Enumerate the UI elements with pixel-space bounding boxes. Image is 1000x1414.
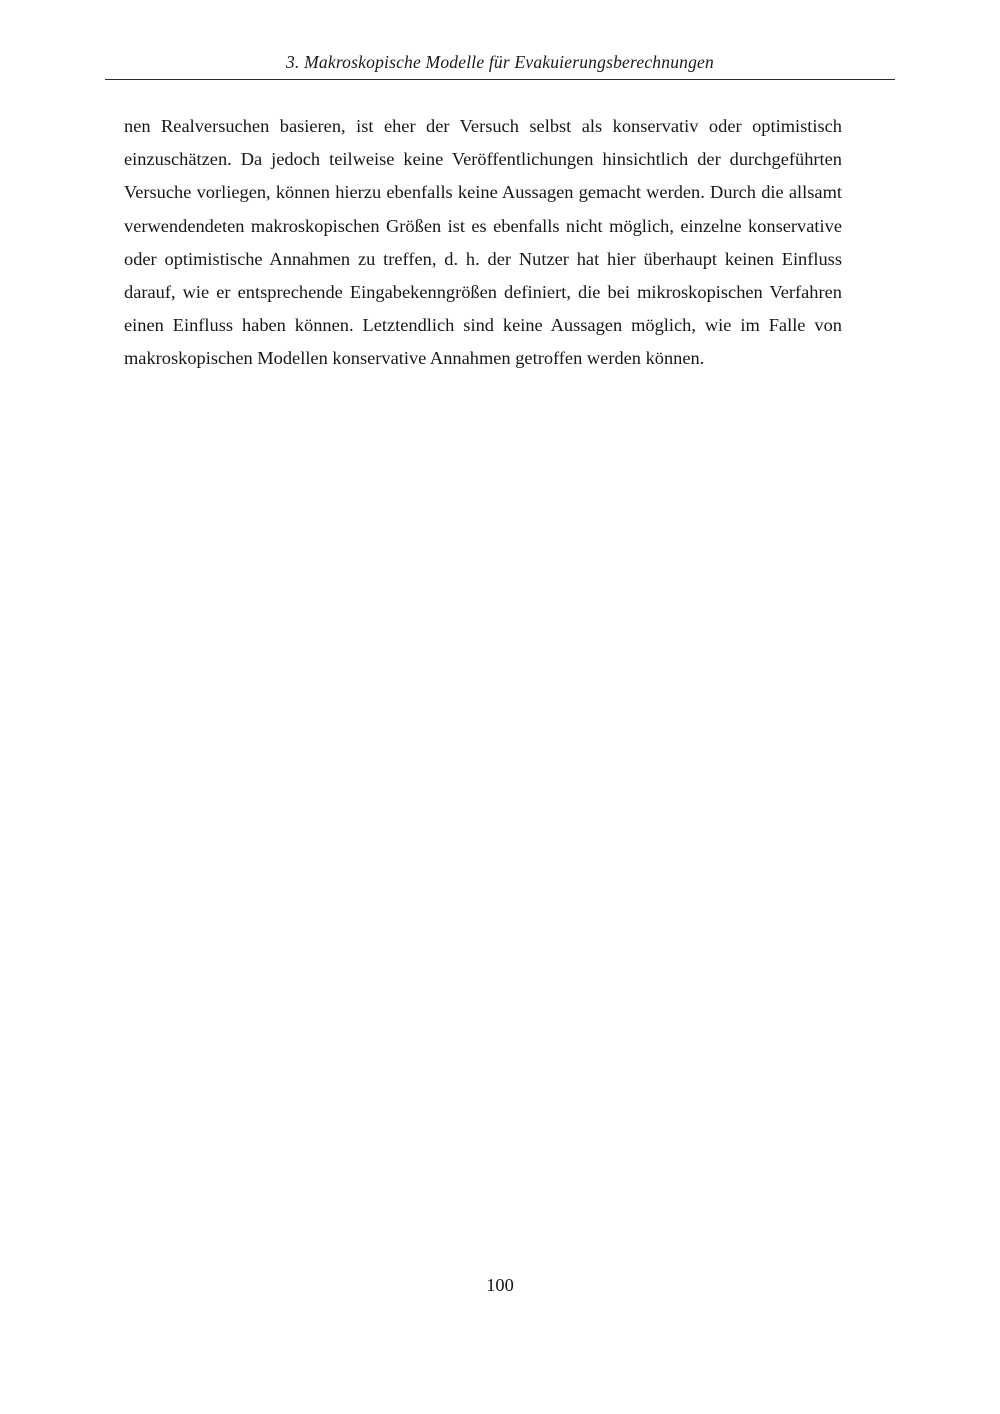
body-paragraph: nen Realversuchen basieren, ist eher der Versuch selbst als konservativ oder optimistisch einzuschätzen. Da jedoch teilweise keine Veröffentlichungen hinsichtlich der durchgeführten Versuche vorliegen, können hierzu ebenfalls keine Aussagen gemacht werden. Durch die allsamt verwendendeten makroskopischen Größen ist es ebenfalls nicht möglich, einzelne konservative oder optimistische Annahmen zu treffen, d. h. der Nutzer hat hier überhaupt keinen Einfluss darauf, wie er entsprechende Eingabekenngrößen definiert, die bei mikroskopischen Verfahren einen Einfluss haben können. Letztendlich sind keine Aussagen möglich, wie im Falle von makroskopischen Modellen konservative Annahmen getroffen werden können. bbox=[124, 116, 842, 369]
running-head: 3. Makroskopische Modelle für Evakuierungsberechnungen bbox=[286, 52, 714, 72]
header-rule bbox=[105, 79, 895, 80]
page-number: 100 bbox=[486, 1275, 514, 1295]
